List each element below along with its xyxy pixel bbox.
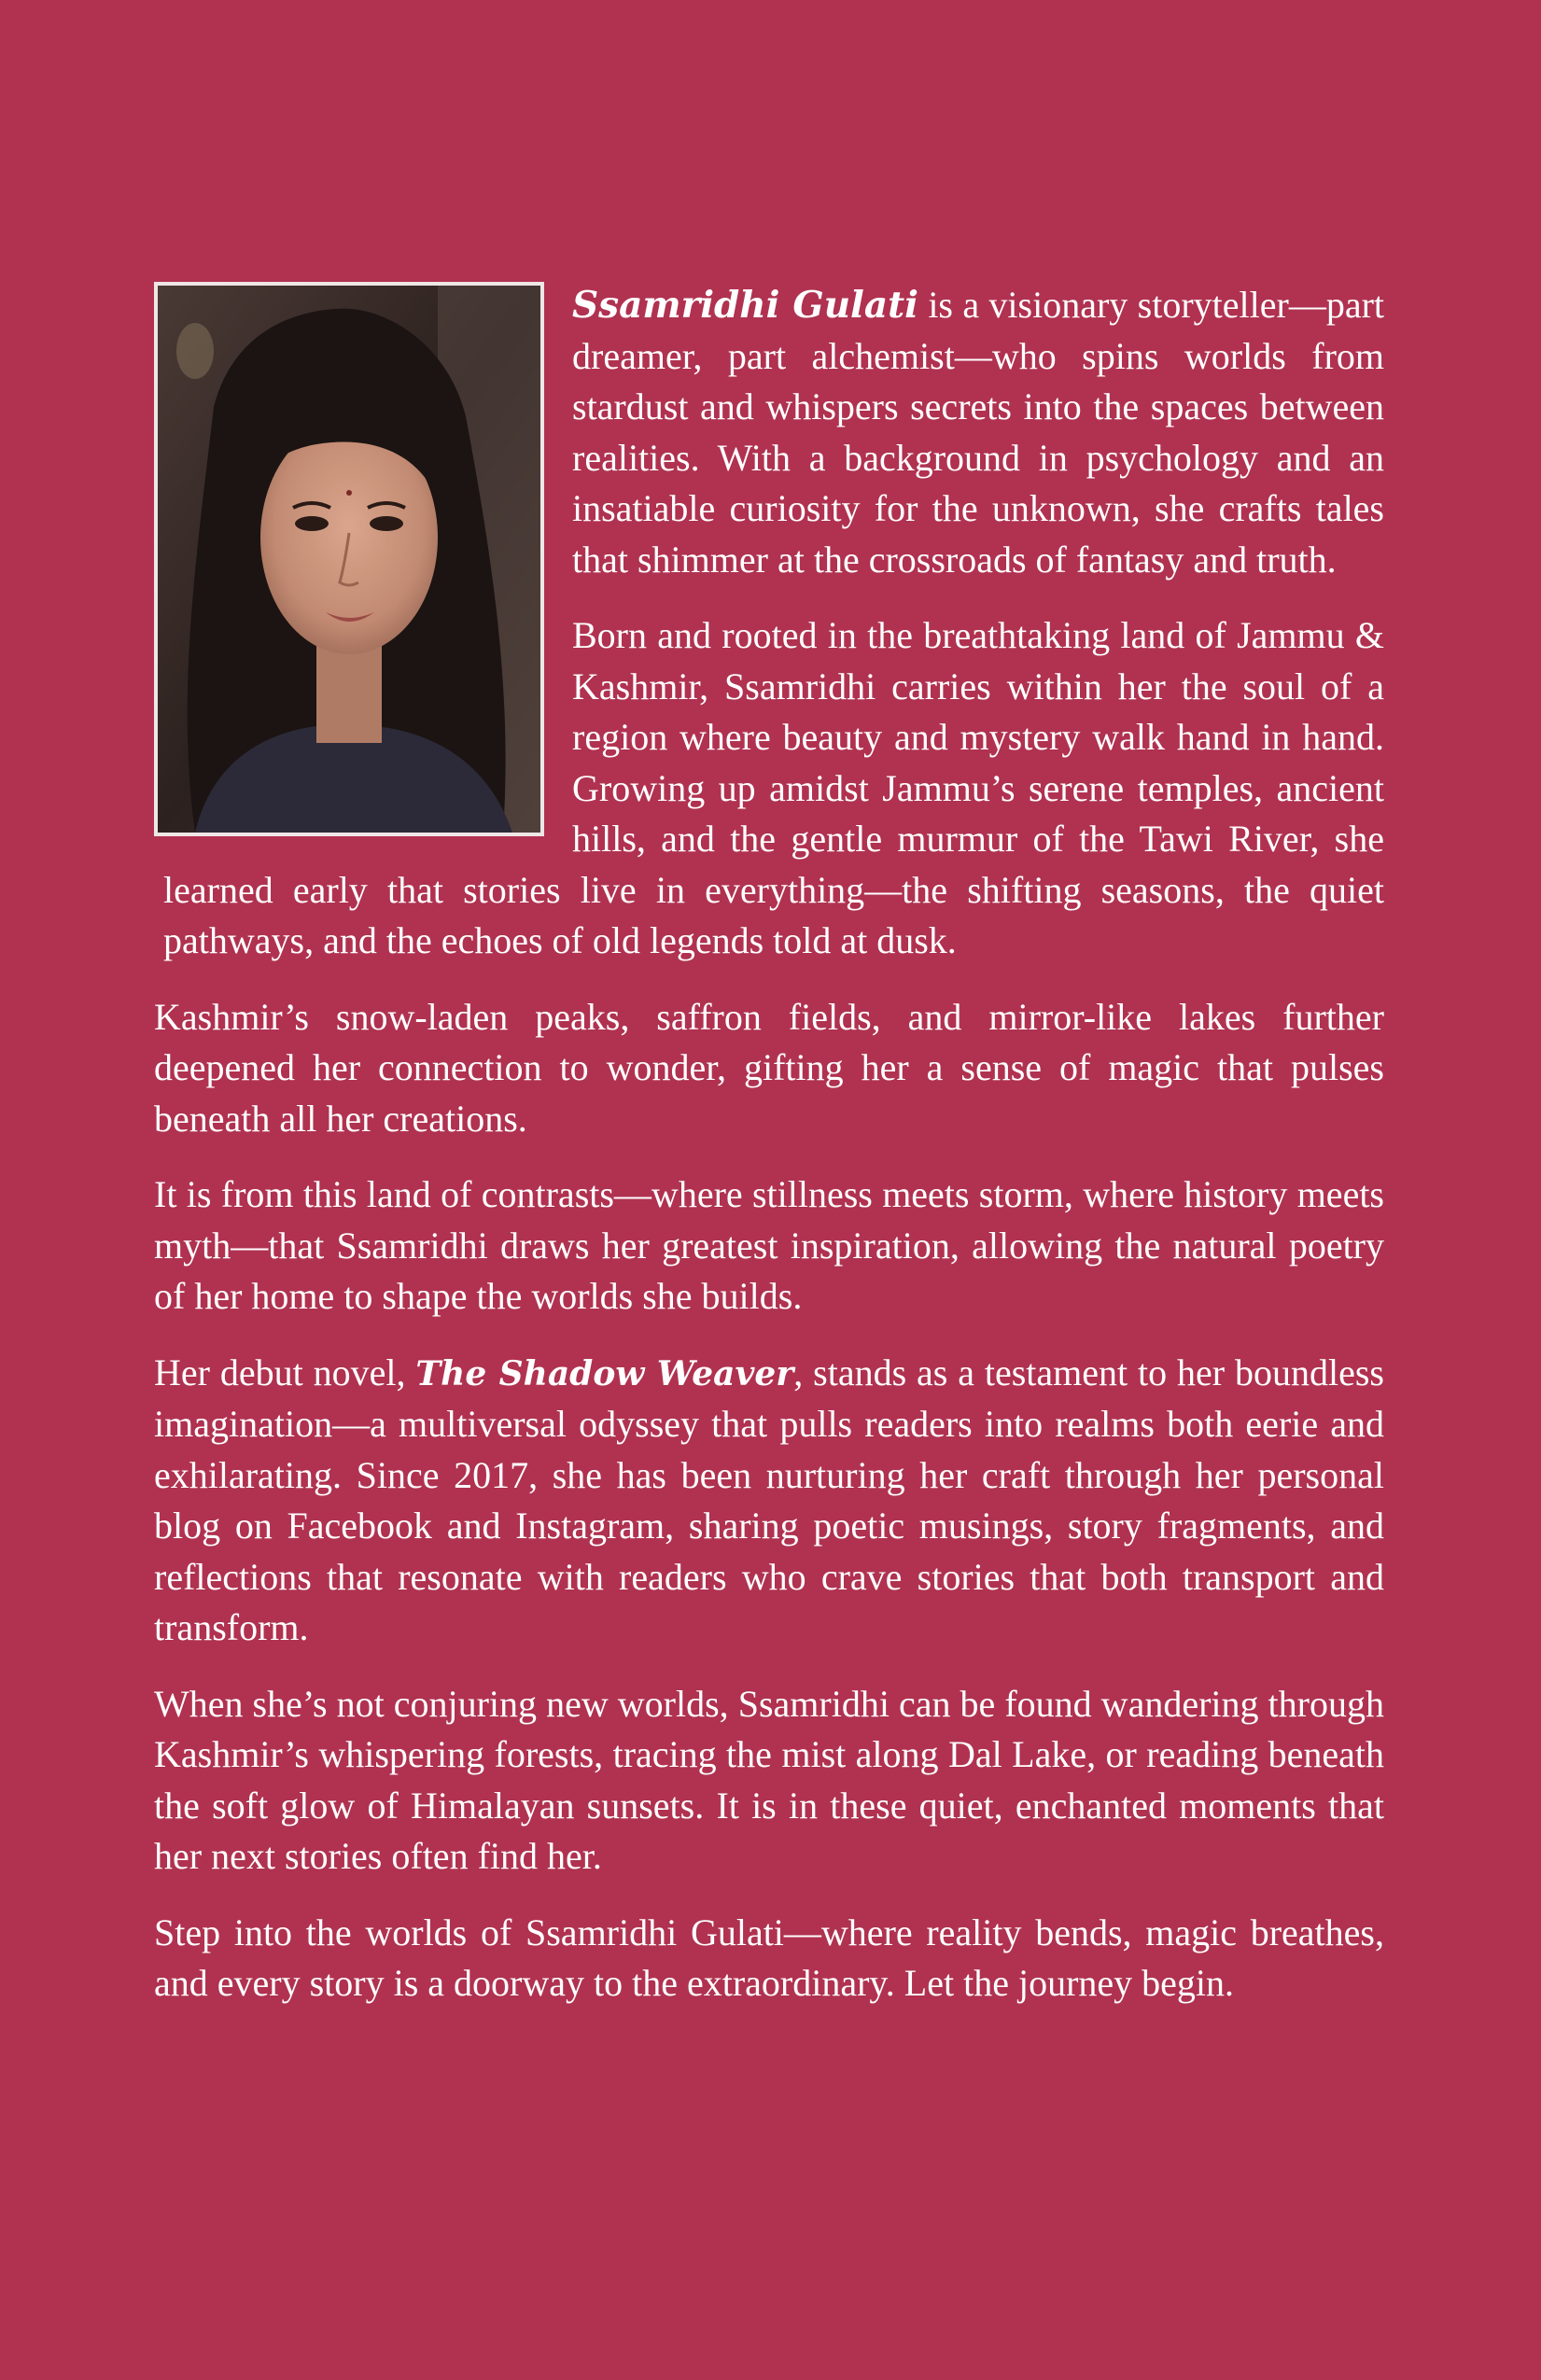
- author-photo: [154, 282, 544, 836]
- bio-paragraph-5-intro: Her debut novel,: [154, 1351, 416, 1393]
- bio-paragraph-2: Born and rooted in the breathtaking land of Jammu & Kashmir, Ssamridhi carries within her the soul of a region where beauty and mystery walk hand in hand. Growing up amidst Jammu’s serene temples, ancient hills, and the gentle murmur of the Tawi River, she learned early that stories live in everything—the shifting seasons, the quiet pathways, and the echoes of old legends told at dusk.: [163, 614, 1384, 961]
- bio-paragraph-1-text: is a visionary storyteller—part dreamer, part alchemist—who spins worlds from stardust and whispers secrets into the spaces between realities. With a background in psychology and an insatiable curiosity for the unknown, she crafts tales that shimmer at the crossroads of fantasy and truth.: [572, 284, 1384, 581]
- bio-paragraph-5: [154, 1348, 1384, 1654]
- book-title: The Shadow Weaver: [415, 1353, 794, 1393]
- bio-paragraph-4: It is from this land of contrasts—where stillness meets storm, where history meets myth—that Ssamridhi draws her greatest inspiration, allowing the natural poetry of her home to shape the worlds she builds.: [154, 1173, 1384, 1317]
- bio-paragraph-6: When she’s not conjuring new worlds, Ssamridhi can be found wandering through Kashmir’s whispering forests, tracing the mist along Dal Lake, or reading beneath the soft glow of Himalayan sunsets. It is in these quiet, enchanted moments that her next stories often find her.: [154, 1682, 1384, 1877]
- bio-paragraph-7: Step into the worlds of Ssamridhi Gulati—where reality bends, magic breathes, and every story is a doorway to the extraordinary. Let the journey begin.: [154, 1911, 1384, 2004]
- author-bio-page: [154, 280, 1384, 2035]
- author-name: Ssamridhi Gulati: [572, 284, 918, 327]
- bio-paragraph-3: Kashmir’s snow-laden peaks, saffron fields, and mirror-like lakes further deepened her connection to wonder, gifting her a sense of magic that pulses beneath all her creations.: [154, 995, 1384, 1140]
- author-portrait-icon: [158, 286, 540, 833]
- bio-paragraph-5-text: , stands as a testament to her boundless imagination—a multiversal odyssey that pulls readers into realms both eerie and exhilarating. Since 2017, she has been nurturing her craft through her personal blog on Facebook and Instagram, sharing poetic musings, story fragments, and reflections that resonate with readers who crave stories that both transport and transform.: [154, 1351, 1384, 1648]
